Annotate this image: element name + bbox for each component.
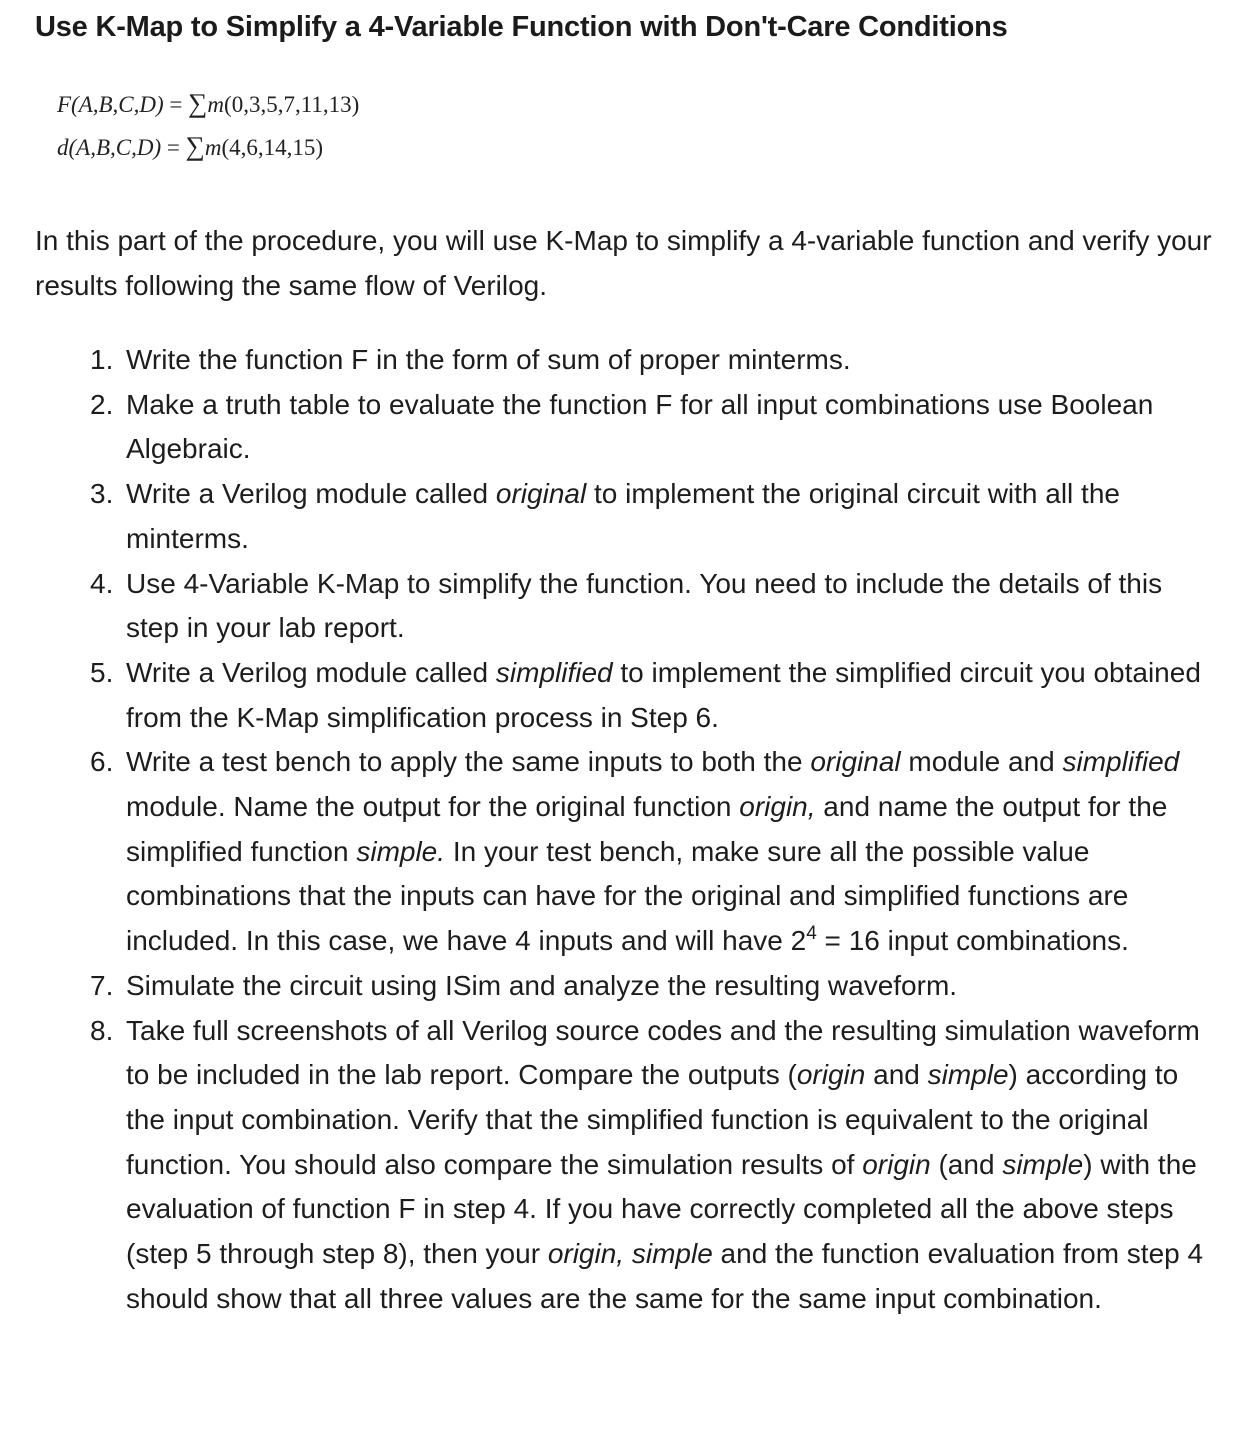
minterm-formula <box>57 88 359 120</box>
step-number: 4. <box>90 567 114 599</box>
formula-equals: = <box>161 135 186 160</box>
step-text: Use 4-Variable K-Map to simplify the function. You need to include the details of this step in your lab report. <box>126 567 1163 644</box>
step-text: module. Name the output for the original function <box>126 791 740 823</box>
step-number: 2. <box>90 388 114 420</box>
step-text: = 16 input combinations. <box>816 925 1129 957</box>
formula-terms: (4,6,14,15) <box>221 135 324 160</box>
module-name-simplified: simplified <box>495 656 613 688</box>
step-text: Write a Verilog module called <box>126 478 496 510</box>
module-name-original: original <box>495 478 587 510</box>
output-name-origin: origin <box>862 1148 931 1180</box>
output-name-origin: origin <box>796 1059 866 1091</box>
output-name-simple: simple <box>927 1059 1009 1091</box>
intro-paragraph: In this part of the procedure, you will use K-Map to simplify a 4-variable function and verify your results following the same flow of Verilog. <box>35 225 1212 301</box>
step-1 <box>90 338 1210 383</box>
step-text: Take full screenshots of all Verilog source codes and the resulting simulation waveform to be included in the lab report. Compare the outputs ( <box>126 1014 1200 1091</box>
step-8 <box>90 1009 1210 1322</box>
step-7 <box>90 964 1210 1009</box>
formula-equals: = <box>163 92 189 117</box>
step-number: 3. <box>90 478 114 510</box>
step-number: 1. <box>90 344 114 375</box>
formula-m: m <box>204 135 222 160</box>
step-text: Write the function F in the form of sum of proper minterms. <box>126 344 851 375</box>
dont-care-formula <box>57 131 323 163</box>
step-6 <box>90 740 1210 964</box>
step-text: ) with the evaluation of function F in step 4. If you have correctly completed all the above steps (step 5 through step 8), then your <box>126 1148 1197 1270</box>
page-title: Use K-Map to Simplify a 4-Variable Function with Don't-Care Conditions <box>35 11 1008 43</box>
step-text: (and <box>930 1148 1003 1180</box>
output-name-simple: simple <box>1002 1148 1084 1180</box>
step-number: 5. <box>90 656 114 688</box>
step-text: Make a truth table to evaluate the function F for all input combinations use Boolean Algebraic. <box>126 388 1154 465</box>
output-names: origin, simple <box>547 1238 713 1270</box>
step-text: Simulate the circuit using ISim and analyze the resulting waveform. <box>126 969 958 1001</box>
power-exponent: 4 <box>806 923 817 945</box>
step-5 <box>90 651 1210 740</box>
output-name-simple: simple. <box>356 835 446 867</box>
formula-terms: (0,3,5,7,11,13) <box>224 92 360 117</box>
step-text: and name the output for the simplified function <box>126 791 1168 867</box>
formula-m: m <box>207 92 225 117</box>
step-text: ) according to the input combination. Verify that the simplified function is equivalent to the original function. You should also compare the simulation results of <box>126 1059 1179 1180</box>
step-text: to implement the simplified circuit you obtained from the K-Map simplification process in Step 6. <box>126 656 1201 733</box>
step-number: 7. <box>90 969 114 1001</box>
module-name-simplified: simplified <box>1062 746 1180 778</box>
step-2 <box>90 383 1210 472</box>
step-number: 8. <box>90 1014 114 1046</box>
power-base: 2 <box>790 925 807 957</box>
module-name-original: original <box>810 746 901 778</box>
step-text: In your test bench, make sure all the possible value combinations that the inputs can have for the original and simplified functions are included. In this case, we have 4 inputs and will have <box>126 835 1129 957</box>
sigma-symbol: ∑ <box>188 88 208 118</box>
step-text: and <box>865 1059 928 1091</box>
step-text: and the function evaluation from step 4 should show that all three values are the same for the same input combination. <box>126 1238 1204 1314</box>
formula-lhs: F(A,B,C,D) <box>57 92 164 117</box>
step-text: Write a Verilog module called <box>126 656 496 688</box>
formula-lhs: d(A,B,C,D) <box>57 135 162 160</box>
procedure-steps <box>90 338 1210 1321</box>
step-text: module and <box>900 746 1063 778</box>
step-text: Write a test bench to apply the same inputs to both the <box>126 746 811 778</box>
step-text: to implement the original circuit with all the minterms. <box>126 478 1120 554</box>
step-4 <box>90 562 1210 651</box>
sigma-symbol: ∑ <box>185 131 205 161</box>
step-3 <box>90 472 1210 561</box>
step-number: 6. <box>90 746 114 778</box>
output-name-origin: origin, <box>739 791 816 823</box>
